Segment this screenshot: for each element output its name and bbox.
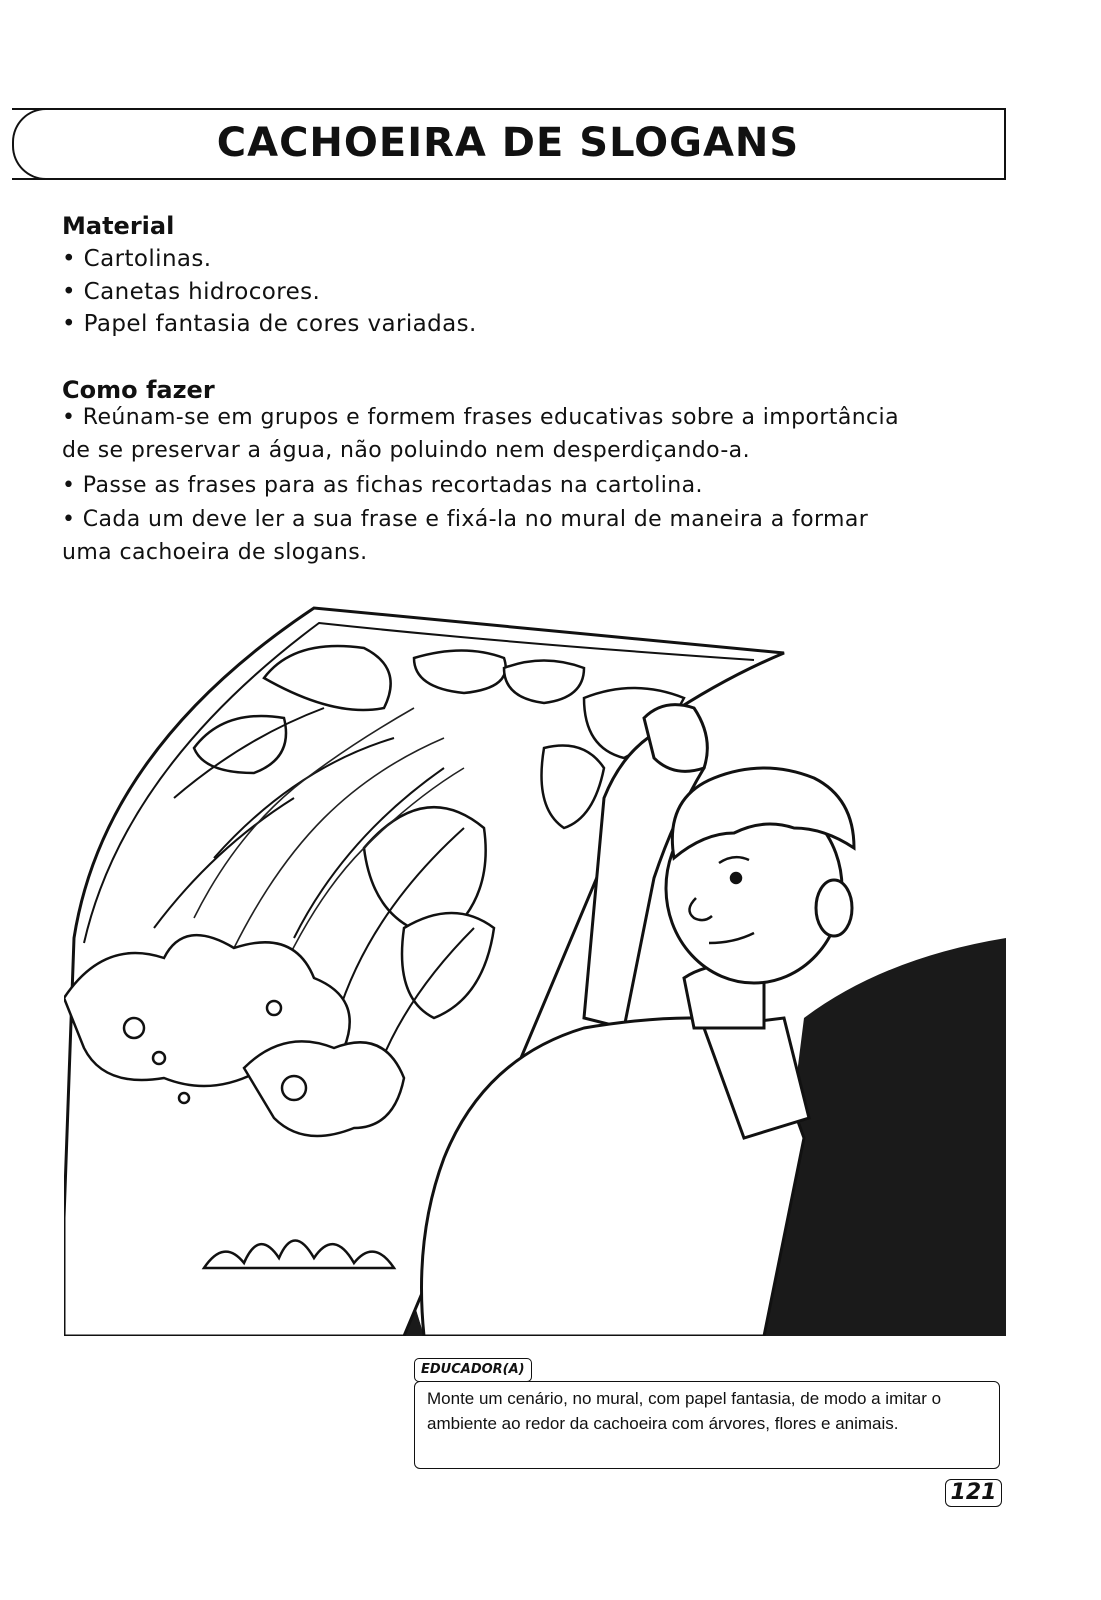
title-banner <box>12 108 1006 180</box>
educador-note-box <box>414 1381 1000 1469</box>
instruction-line: • Cada um deve ler a sua frase e fixá-la no mural de maneira a formar <box>62 507 869 532</box>
educador-note-text: Monte um cenário, no mural, com papel fantasia, de modo a imitar o ambiente ao redor da cachoeira com árvores, flores e animais. <box>427 1389 942 1433</box>
instruction-line: de se preservar a água, não poluindo nem desperdiçando-a. <box>62 438 750 463</box>
waterfall-illustration <box>64 598 1006 1336</box>
material-item: • Cartolinas. <box>62 246 212 272</box>
instruction-line: • Reúnam-se em grupos e formem frases educativas sobre a importância <box>62 405 899 430</box>
page-title: CACHOEIRA DE SLOGANS <box>216 120 800 166</box>
instruction-line: • Passe as frases para as fichas recortadas na cartolina. <box>62 473 703 498</box>
page-number: 121 <box>945 1479 1002 1507</box>
como-fazer-heading: Como fazer <box>62 376 215 404</box>
material-heading: Material <box>62 212 175 240</box>
instruction-line: uma cachoeira de slogans. <box>62 540 368 565</box>
material-item: • Papel fantasia de cores variadas. <box>62 311 477 337</box>
educador-label: EDUCADOR(A) <box>414 1358 532 1382</box>
material-item: • Canetas hidrocores. <box>62 279 321 305</box>
